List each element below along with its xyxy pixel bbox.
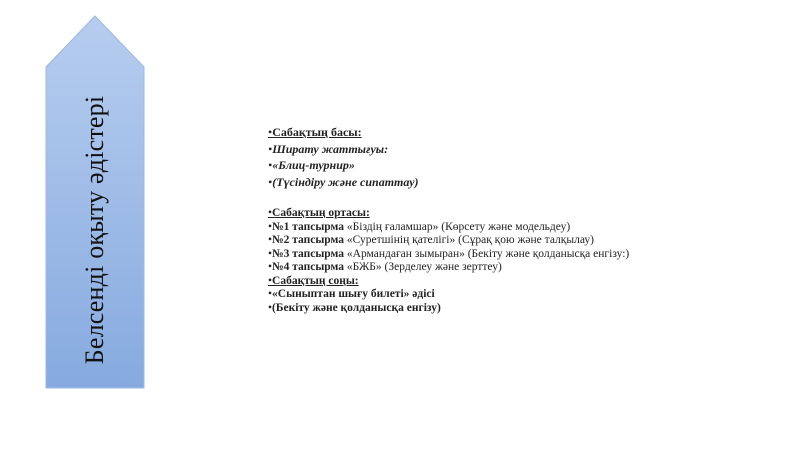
end-item: •«Сыныптан шығу билеті» әдісі <box>268 288 435 300</box>
task-item: •№2 тапсырма «Суретшінің қателігі» (Сұрақ қою және талқылау) <box>268 234 594 246</box>
task-item: •№1 тапсырма «Біздің ғаламшар» (Көрсету және модельдеу) <box>268 220 571 233</box>
middle-heading: •Сабақтың ортасы: <box>268 207 370 219</box>
lesson-plan-text <box>268 124 788 315</box>
spacer <box>268 190 788 207</box>
intro-heading: •Сабақтың басы: <box>268 125 362 139</box>
intro-item: •(Түсіндіру және сипаттау) <box>268 174 419 189</box>
intro-item: •«Блиц-турнир» <box>268 158 355 172</box>
intro-item: •Ширату жаттығуы: <box>268 141 389 156</box>
task-item: •№4 тапсырма «БЖБ» (Зерделеу және зерттеу) <box>268 261 502 273</box>
task-item: •№3 тапсырма «Армандаған зымыран» (Бекіту және қолданысқа енгізу:) <box>268 247 630 260</box>
arrow-label: Белсенді оқыту әдістері <box>80 95 109 365</box>
up-arrow-shape <box>45 15 145 389</box>
end-heading: •Сабақтың соңы: <box>268 274 359 287</box>
end-item: •(Бекіту және қолданысқа енгізу) <box>268 301 441 314</box>
